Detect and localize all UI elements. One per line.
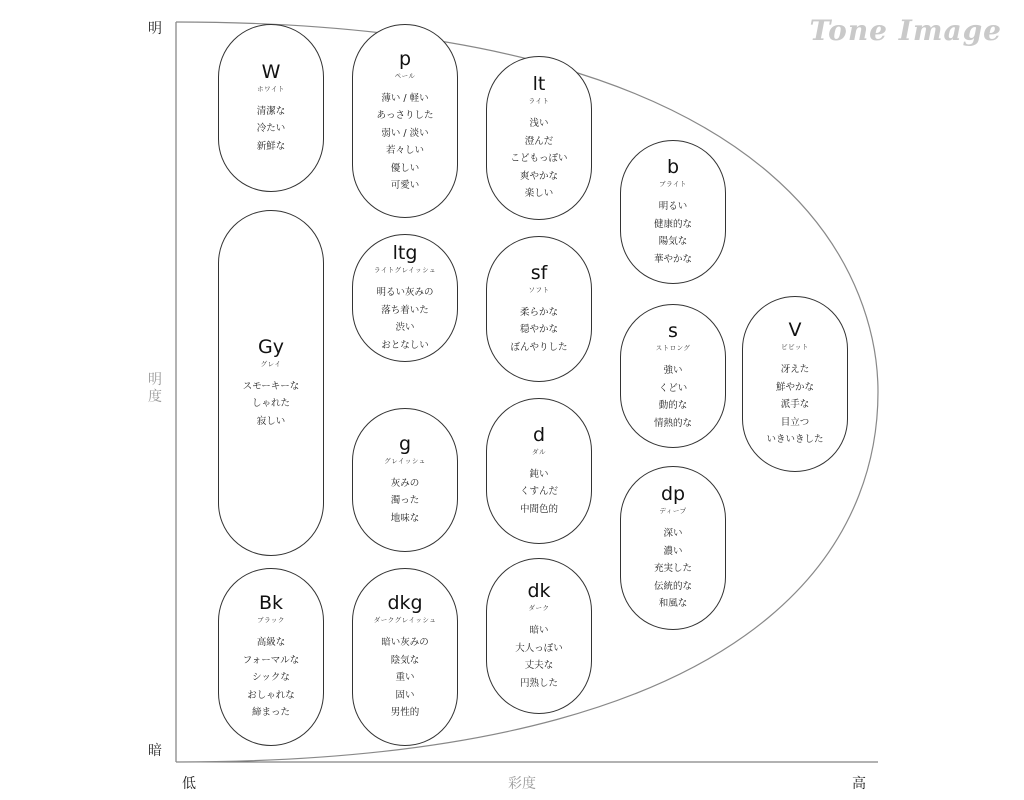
tone-pill-w — [218, 24, 324, 192]
tone-word: こどもっぽい — [510, 153, 568, 165]
tone-word: 優しい — [390, 162, 420, 174]
tone-word: 円熟した — [519, 677, 558, 689]
tone-words — [520, 466, 558, 519]
tone-code: V — [788, 319, 802, 342]
tone-word: 楽しい — [524, 188, 554, 200]
tone-word: 固い — [395, 689, 415, 701]
tone-kana: ビビット — [781, 343, 809, 352]
tone-pill-p — [352, 24, 458, 218]
tone-code: ltg — [392, 242, 418, 264]
tone-word: 若々しい — [385, 145, 424, 156]
tone-kana: ストロング — [655, 344, 691, 352]
tone-code: dk — [527, 580, 551, 602]
tone-code: W — [261, 60, 281, 83]
tone-pill-sf — [486, 236, 592, 382]
tone-kana: グレイッシュ — [384, 456, 426, 465]
tone-word: 明るい — [658, 201, 688, 212]
tone-word: 派手な — [780, 399, 810, 411]
tone-word: 可愛い — [390, 180, 420, 191]
tone-code: dp — [660, 483, 686, 506]
tone-code: sf — [530, 261, 548, 284]
tone-code: s — [668, 320, 678, 342]
tone-code: Gy — [258, 335, 284, 358]
tone-words — [376, 284, 433, 354]
tone-word: 動的な — [658, 400, 688, 411]
tone-code: lt — [532, 73, 546, 96]
tone-word: 暗い — [529, 625, 549, 636]
tone-pill-v — [742, 296, 848, 472]
tone-words — [257, 103, 286, 156]
tone-pill-lt — [486, 56, 592, 220]
tone-word: 清潔な — [256, 105, 286, 117]
tone-word: 寂しい — [256, 415, 286, 427]
tone-word: 爽やかな — [519, 170, 558, 182]
tone-word: 鈍い — [529, 468, 549, 480]
tone-word: 陰気な — [390, 654, 420, 666]
tone-code: g — [398, 432, 412, 455]
tone-word: 情熱的な — [653, 417, 692, 429]
tone-word: 深い — [663, 528, 683, 540]
tone-words — [381, 634, 429, 722]
tone-word: ぼんやりした — [510, 341, 568, 353]
tone-pill-g — [352, 408, 458, 552]
tone-kana: ソフト — [528, 285, 550, 294]
tone-kana: ディープ — [659, 507, 687, 516]
tone-words — [510, 115, 567, 203]
tone-code: b — [666, 156, 680, 178]
tone-kana: ライト — [528, 97, 550, 106]
tone-word: 中間色的 — [519, 503, 558, 515]
tone-word: 浅い — [529, 118, 549, 130]
tone-word: 大人っぽい — [515, 642, 563, 654]
tone-word: あっさりした — [376, 110, 434, 121]
tone-word: 伝統的な — [653, 580, 692, 592]
watermark-title: Tone Image — [809, 14, 1002, 47]
tone-word: 重い — [395, 672, 415, 684]
y-axis-title: 明度 — [148, 372, 162, 405]
tone-word: 目立つ — [780, 416, 810, 428]
tone-word: 柔らかな — [519, 306, 558, 318]
tone-code: dkg — [387, 592, 423, 615]
tone-word: フォーマルな — [242, 654, 300, 666]
tone-word: 強い — [663, 365, 683, 376]
tone-word: 陽気な — [658, 236, 688, 247]
tone-word: おしゃれな — [247, 689, 295, 701]
tone-word: 薄い / 軽い — [381, 92, 429, 104]
tone-word: 華やかな — [653, 253, 692, 265]
tone-word: 渋い — [395, 322, 415, 333]
tone-words — [377, 90, 434, 195]
tone-word: 濃い — [663, 545, 683, 557]
tone-words — [391, 475, 420, 528]
tone-words — [243, 634, 300, 722]
tone-kana: ブラック — [257, 616, 285, 625]
tone-words — [654, 525, 692, 613]
tone-kana: ブライト — [659, 180, 687, 188]
tone-word: 灰みの — [390, 477, 420, 489]
tone-word: 冷たい — [256, 123, 286, 135]
tone-pill-bk — [218, 568, 324, 746]
tone-kana: ペール — [394, 71, 416, 80]
tone-word: 澄んだ — [524, 135, 554, 147]
tone-word: 明るい灰みの — [376, 287, 434, 298]
tone-word: 高級な — [256, 637, 286, 649]
tone-kana: ダーク — [528, 604, 550, 612]
tone-pill-dp — [620, 466, 726, 630]
y-axis-top-label: 明 — [148, 21, 162, 37]
tone-words — [243, 378, 300, 431]
tone-pill-gy — [218, 210, 324, 556]
tone-word: 濁った — [390, 495, 420, 507]
tone-word: 暗い灰みの — [381, 637, 429, 649]
tone-word: しゃれた — [251, 398, 290, 410]
tone-word: おとなしい — [381, 339, 429, 351]
tone-word: 新鮮な — [256, 140, 286, 152]
tone-word: 弱い / 淡い — [381, 127, 429, 139]
tone-word: スモーキーな — [242, 380, 300, 392]
tone-word: 落ち着いた — [381, 304, 429, 316]
tone-word: 冴えた — [780, 364, 810, 376]
tone-word: 締まった — [251, 707, 290, 719]
tone-word: 和風な — [658, 598, 688, 610]
tone-words — [766, 361, 823, 449]
tone-code: d — [532, 423, 546, 446]
tone-word: 地味な — [390, 512, 420, 524]
tone-code: Bk — [258, 592, 284, 615]
tone-word: 穏やかな — [519, 324, 558, 336]
x-axis-right-label: 高 — [852, 776, 866, 792]
tone-kana: ダークグレイッシュ — [373, 616, 437, 625]
tone-kana: ダル — [532, 447, 546, 456]
tone-pill-s — [620, 304, 726, 448]
tone-code: p — [398, 47, 412, 70]
x-axis-left-label: 低 — [182, 776, 196, 792]
tone-kana: ライトグレイッシュ — [373, 266, 437, 274]
tone-words — [515, 622, 563, 692]
tone-words — [654, 198, 692, 268]
tone-word: 鮮やかな — [775, 381, 814, 393]
tone-word: シックな — [252, 672, 290, 684]
x-axis-title: 彩度 — [508, 776, 536, 792]
tone-word: くどい — [658, 382, 688, 394]
tone-word: くすんだ — [519, 486, 558, 498]
tone-word: 健康的な — [653, 218, 692, 230]
tone-words — [654, 362, 692, 432]
tone-word: いきいきした — [766, 434, 824, 446]
tone-words — [510, 304, 567, 357]
tone-word: 丈夫な — [524, 660, 554, 671]
tone-kana: ホワイト — [257, 84, 285, 93]
tone-pill-d — [486, 398, 592, 544]
tone-pill-ltg — [352, 234, 458, 362]
y-axis-bottom-label: 暗 — [148, 743, 162, 759]
tone-word: 男性的 — [390, 707, 420, 719]
tone-pill-dk — [486, 558, 592, 714]
tone-pill-dkg — [352, 568, 458, 746]
tone-kana: グレイ — [260, 359, 282, 368]
tone-word: 充実した — [653, 563, 692, 575]
tone-pill-b — [620, 140, 726, 284]
